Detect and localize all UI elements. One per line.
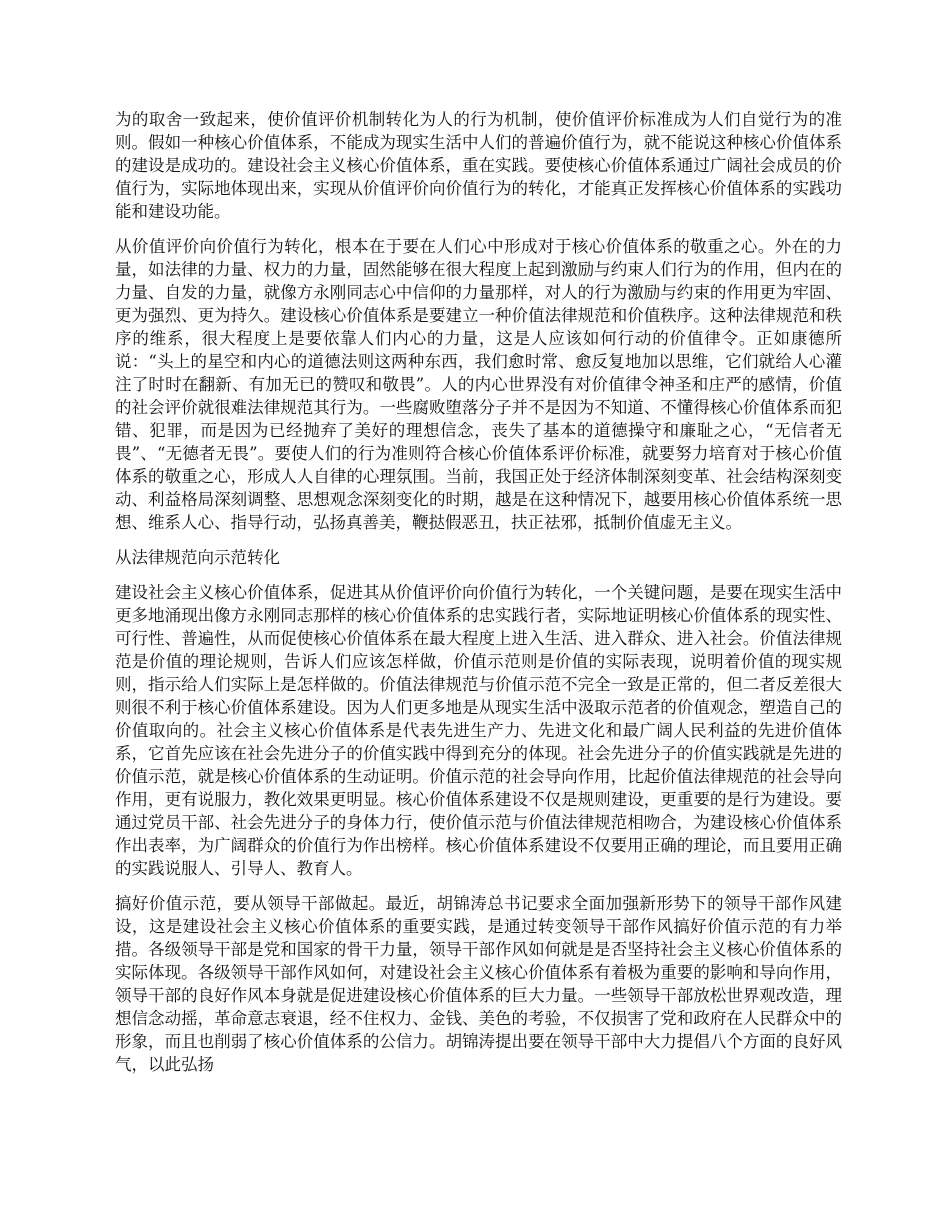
paragraph-1: 为的取舍一致起来，使价值评价机制转化为人的行为机制，使价值评价标准成为人们自觉行为的准则。假如一种核心价值体系，不能成为现实生活中人们的普遍价值行为，就不能说这种核心价值体系的建设是成功的。建设社会主义核心价值体系，重在实践。要使核心价值体系通过广阔社会成员的价值行为，实际地体现出来，实现从价值评价向价值行为的转化，才能真正发挥核心价值体系的实践功能和建设功能。 [115, 110, 842, 221]
document-body [115, 108, 842, 1088]
section-heading: 从法律规范向示范转化 [115, 548, 280, 567]
paragraph-3: 建设社会主义核心价值体系，促进其从价值评价向价值行为转化，一个关键问题，是要在现实生活中更多地涌现出像方永刚同志那样的核心价值体系的忠实践行者，实际地证明核心价值体系的现实性、可行性、普遍性，从而促使核心价值体系在最大程度上进入生活、进入群众、进入社会。价值法律规范是价值的理论规则，告诉人们应该怎样做，价值示范则是价值的实际表现，说明着价值的现实规则，指示给人们实际上是怎样做的。价值法律规范与价值示范不完全一致是正常的，但二者反差很大则很不利于核心价值体系建设。因为人们更多地是从现实生活中汲取示范者的价值观念，塑造自己的价值取向的。社会主义核心价值体系是代表先进生产力、先进文化和最广阔人民利益的先进价值体系，它首先应该在社会先进分子的价值实践中得到充分的体现。社会先进分子的价值实践就是先进的价值示范，就是核心价值体系的生动证明。价值示范的社会导向作用，比起价值法律规范的社会导向作用，更有说服力，教化效果更明显。核心价值体系建设不仅是规则建设，更重要的是行为建设。要通过党员干部、社会先进分子的身体力行，使价值示范与价值法律规范相吻合，为建设核心价值体系作出表率，为广阔群众的价值行为作出榜样。核心价值体系建设不仅要用正确的理论，而且要用正确的实践说服人、引导人、教育人。 [115, 583, 842, 878]
paragraph-2: 从价值评价向价值行为转化，根本在于要在人们心中形成对于核心价值体系的敬重之心。外在的力量，如法律的力量、权力的力量，固然能够在很大程度上起到激励与约束人们行为的作用，但内在的力量、自发的力量，就像方永刚同志心中信仰的力量那样，对人的行为激励与约束的作用更为牢固、更为强烈、更为持久。建设核心价值体系是要建立一种价值法律规范和价值秩序。这种法律规范和秩序的维系，很大程度上是要依靠人们内心的力量，这是人应该如何行动的价值律令。正如康德所说：“头上的星空和内心的道德法则这两种东西，我们愈时常、愈反复地加以思维，它们就给人心灌注了时时在翻新、有加无已的赞叹和敬畏”。人的内心世界没有对价值律令神圣和庄严的感情，价值的社会评价就很难法律规范其行为。一些腐败堕落分子并不是因为不知道、不懂得核心价值体系而犯错、犯罪，而是因为已经抛弃了美好的理想信念，丧失了基本的道德操守和廉耻之心，“无信者无畏”、“无德者无畏”。要使人们的行为准则符合核心价值体系评价标准，就要努力培育对于核心价值体系的敬重之心，形成人人自律的心理氛围。当前，我国正处于经济体制深刻变革、社会结构深刻变动、利益格局深刻调整、思想观念深刻变化的时期，越是在这种情况下，越要用核心价值体系统一思想、维系人心、指导行动，弘扬真善美，鞭挞假恶丑，扶正祛邪，抵制价值虚无主义。 [115, 237, 842, 532]
paragraph-4: 搞好价值示范，要从领导干部做起。最近，胡锦涛总书记要求全面加强新形势下的领导干部作风建设，这是建设社会主义核心价值体系的重要实践，是通过转变领导干部作风搞好价值示范的有力举措。各级领导干部是党和国家的骨干力量，领导干部作风如何就是是否坚持社会主义核心价值体系的实际体现。各级领导干部作风如何，对建设社会主义核心价值体系有着极为重要的影响和导向作用，领导干部的良好作风本身就是促进建设核心价值体系的巨大力量。一些领导干部放松世界观改造，理想信念动摇，革命意志衰退，经不住权力、金钱、美色的考验，不仅损害了党和政府在人民群众中的形象，而且也削弱了核心价值体系的公信力。胡锦涛提出要在领导干部中大力提倡八个方面的良好风气，以此弘扬 [115, 894, 842, 1074]
